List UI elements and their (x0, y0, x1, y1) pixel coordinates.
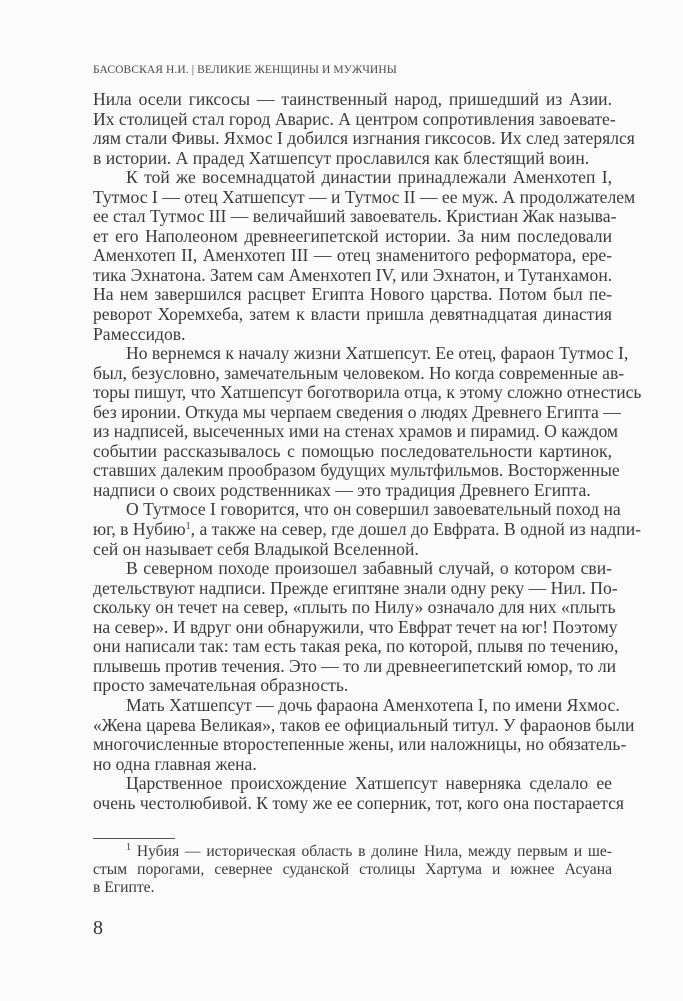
text-line: очень честолюбивой. К тому же ее соперник, тот, кого она постарается (93, 792, 624, 813)
text-line: На нем завершился расцвет Египта Нового царства. Потом был пе- (93, 284, 612, 305)
text-line: К той же восемнадцатой династии принадлежали Аменхотеп I, (126, 167, 612, 188)
text-line: Тутмос I — отец Хатшепсут — и Тутмос II — ее муж. А продолжателем (93, 186, 636, 207)
text-line: многочисленные второстепенные жены, или наложницы, но обязатель- (93, 734, 627, 755)
text-line: из надписей, высеченных ими на стенах храмов и пирамид. О каждом (93, 421, 619, 442)
text-line: реворот Хоремхеба, затем к власти пришла девятнадцатая династия (93, 304, 612, 325)
text-line: надписи о своих родственниках — это традиция Древнего Египта. (93, 479, 591, 500)
text-line: Рамессидов. (93, 323, 186, 344)
text-line: но одна главная жена. (93, 753, 257, 774)
footnote-marker: 1 (126, 842, 131, 854)
text-line: они написали так: там есть такая река, по которой, плывя по течению, (93, 636, 619, 657)
text-line: ее стал Тутмос III — величайший завоеватель. Кристиан Жак называ- (93, 206, 617, 227)
text-line: Но вернемся к началу жизни Хатшепсут. Ее отец, фараон Тутмос I, (126, 343, 629, 364)
footnote (93, 843, 612, 896)
text-line: сей он называет себя Владыкой Вселенной. (93, 538, 419, 559)
text-line: стым порогами, севернее суданской столицы Хартума и южнее Асуана (93, 861, 612, 879)
book-page (93, 62, 642, 940)
text-line: В северном походе произошел забавный случай, о котором сви- (126, 558, 612, 579)
text-line: событии рассказывалось с помощью последовательности картинок, (93, 440, 612, 461)
text-line: в истории. А прадед Хатшепсут прославился как блестящий воин. (93, 147, 590, 168)
text-line: ет его Наполеоном древнеегипетской истории. За ним последовали (93, 225, 612, 246)
footnote-reference[interactable]: 1 (185, 521, 191, 533)
page-number: 8 (93, 916, 103, 939)
text-line: ставших далеким прообразом будущих мультфильмов. Восторженные (93, 460, 620, 481)
text-line: Мать Хатшепсут — дочь фараона Аменхотепа I, по имени Яхмос. (126, 694, 620, 715)
text-line: Их столицей стал город Аварис. А центром сопротивления завоевате- (93, 108, 616, 129)
text-line: Царственное происхождение Хатшепсут наверняка сделало ее (126, 773, 612, 794)
text-line: торы пишут, что Хатшепсут боготворила отца, к этому сложно отнестись (93, 382, 642, 403)
text-line: плывешь против течения. Это — то ли древнеегипетский юмор, то ли (93, 655, 617, 676)
text-line: скольку он течет на север, «плыть по Нилу» означало для них «плыть (93, 597, 616, 618)
text-line: юг, в Нубию$^1$, а также на север, где дошел до Евфрата. В одной из надпи- (93, 519, 641, 540)
text-line: Нила осели гиксосы — таинственный народ, пришедший из Азии. (93, 89, 612, 109)
text-line: О Тутмосе I говорится, что он совершил завоевательный поход на (126, 499, 621, 520)
text-line: без иронии. Откуда мы черпаем сведения о людях Древнего Египта — (93, 401, 621, 422)
text-line: $^1$ Нубия — историческая область в долине Нила, между первым и ше- (126, 842, 612, 861)
body-text (93, 89, 642, 813)
text-line: Аменхотеп II, Аменхотеп III — отец знаменитого реформатора, ере- (93, 245, 612, 266)
text-line: на север». И вдруг они обнаружили, что Евфрат течет на юг! Поэтому (93, 616, 618, 637)
text-line: был, безусловно, замечательным человеком. Но когда современные ав- (93, 362, 625, 383)
text-line: «Жена царева Великая», таков ее официальный титул. У фараонов были (93, 714, 635, 735)
footnote-divider (93, 838, 175, 839)
text-line: лям стали Фивы. Яхмос I добился изгнания гиксосов. Их след затерялся (93, 128, 635, 149)
text-line: в Египте. (93, 878, 155, 896)
running-head: БАСОВСКАЯ Н.И. | ВЕЛИКИЕ ЖЕНЩИНЫ И МУЖЧИНЫ (93, 64, 397, 76)
text-line: детельствуют надписи. Прежде египтяне знали одну реку — Нил. По- (93, 577, 618, 598)
text-line: тика Эхнатона. Затем сам Аменхотеп IV, или Эхнатон, и Тутанхамон. (93, 264, 613, 285)
text-line: просто замечательная образность. (93, 675, 349, 696)
